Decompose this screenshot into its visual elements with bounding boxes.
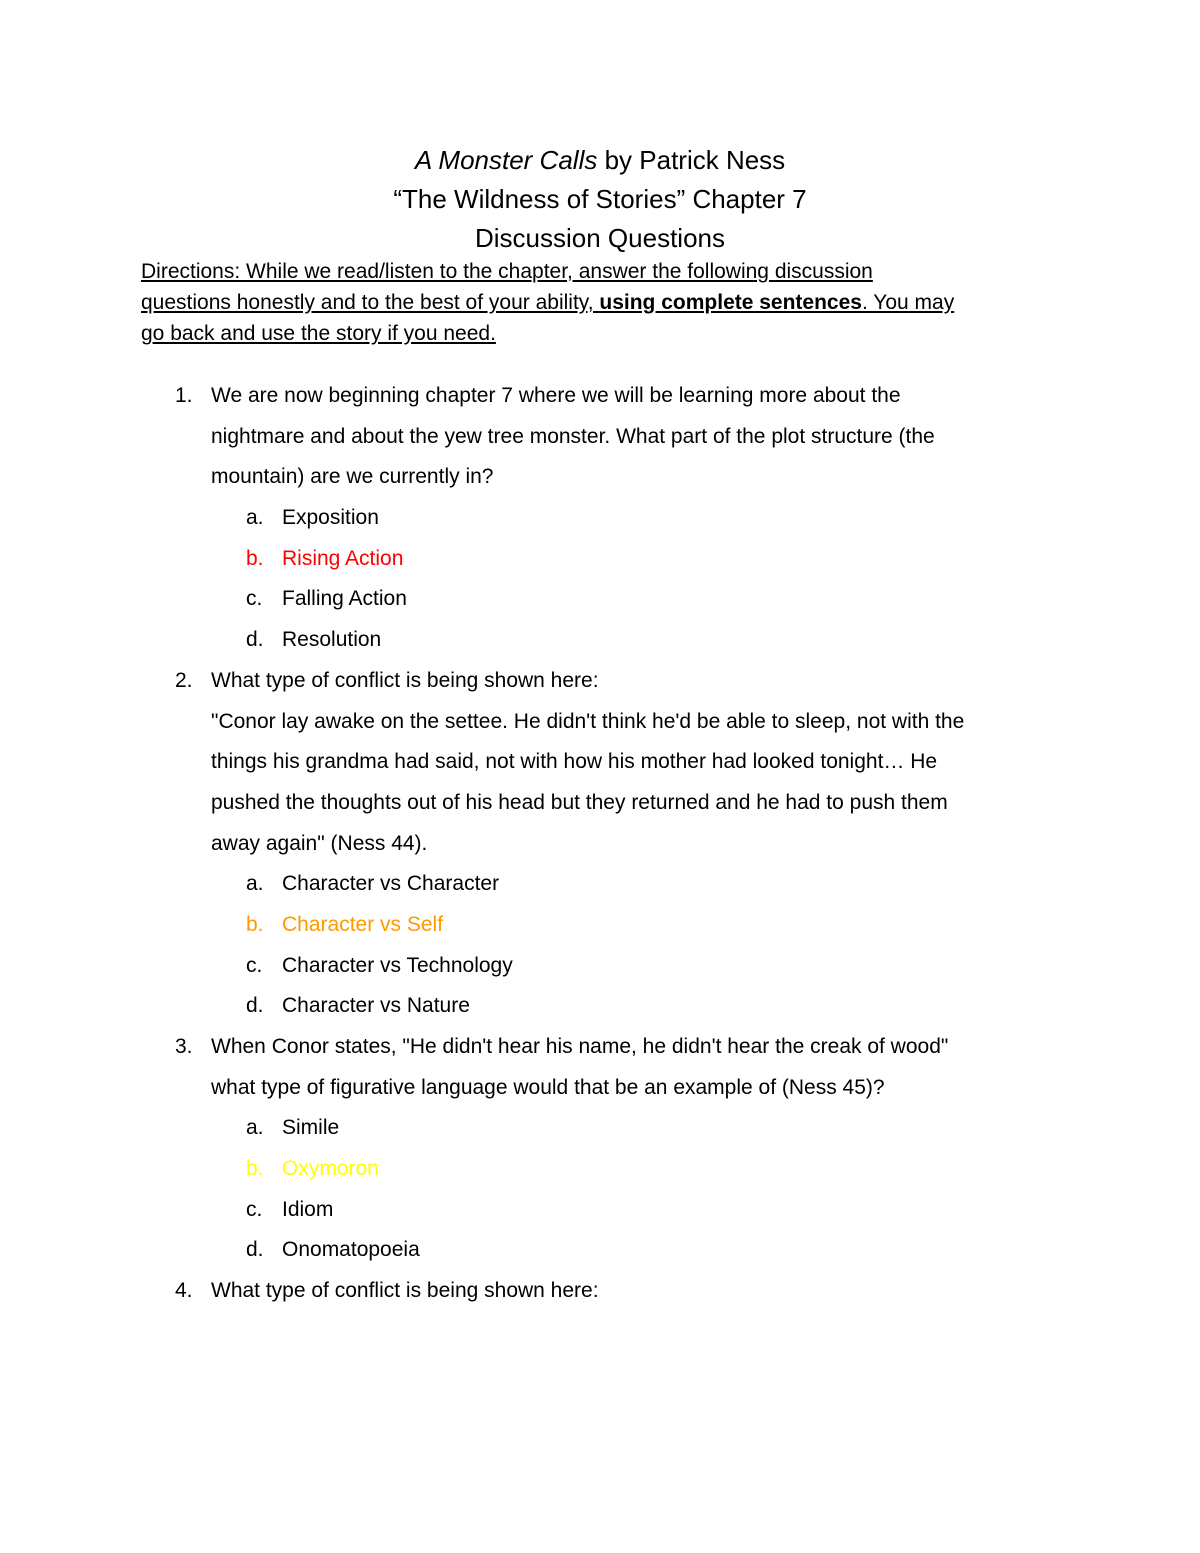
question-line (0, 457, 1200, 498)
quote-text: away again" (Ness 44). (211, 831, 428, 855)
answer-option (0, 620, 1200, 661)
directions-paragraph (141, 256, 1061, 349)
quote-line (0, 824, 1200, 865)
answer-option (0, 579, 1200, 620)
answer-option (0, 1190, 1200, 1231)
option-letter: b. (246, 546, 264, 570)
answer-option-highlighted (0, 539, 1200, 580)
question-text: what type of figurative language would that be an example of (Ness 45)? (211, 1075, 885, 1099)
option-text: Character vs Self (282, 912, 444, 936)
question-number: 4. (175, 1279, 193, 1303)
question-number: 1. (175, 384, 193, 407)
quote-text: pushed the thoughts out of his head but they returned and he had to push them (211, 790, 948, 814)
quote-text: "Conor lay awake on the settee. He didn't think he'd be able to sleep, not with the (211, 709, 965, 733)
answer-option (0, 1108, 1200, 1149)
book-title: A Monster Calls (414, 145, 598, 175)
question-text: We are now beginning chapter 7 where we will be learning more about the (211, 384, 901, 407)
page-subtitle: Discussion Questions (475, 223, 725, 253)
question-3 (0, 1027, 1200, 1068)
option-text: Character vs Character (282, 872, 500, 896)
option-text: Character vs Nature (282, 994, 470, 1018)
title-block (0, 141, 1200, 258)
option-letter: b. (246, 1157, 264, 1181)
option-letter: a. (246, 872, 264, 896)
option-letter: d. (246, 1238, 264, 1262)
option-text: Character vs Technology (282, 953, 513, 977)
directions-emphasis: using complete sentences (599, 291, 862, 314)
question-line (0, 1068, 1200, 1109)
author-byline: by Patrick Ness (597, 145, 786, 175)
answer-option (0, 986, 1200, 1027)
title-line (0, 141, 1200, 180)
answer-option (0, 946, 1200, 987)
question-list (0, 376, 1200, 1312)
answer-option (0, 498, 1200, 539)
answer-option (0, 864, 1200, 905)
option-text: Exposition (282, 506, 379, 530)
directions-text: . You may (861, 291, 955, 314)
question-number: 2. (175, 668, 193, 692)
quote-line (0, 742, 1200, 783)
quote-text: things his grandma had said, not with how his mother had looked tonight… He (211, 750, 938, 774)
option-text: Oxymoron (282, 1157, 379, 1181)
directions-line: go back and use the story if you need. (141, 322, 496, 345)
question-1 (0, 376, 1200, 417)
option-letter: a. (246, 1116, 264, 1140)
question-text: mountain) are we currently in? (211, 465, 494, 489)
answer-option-highlighted (0, 1149, 1200, 1190)
option-letter: c. (246, 953, 263, 977)
question-text: When Conor states, "He didn't hear his name, he didn't hear the creak of wood" (211, 1035, 949, 1058)
directions-line: Directions: While we read/listen to the chapter, answer the following discussion (141, 260, 873, 283)
option-letter: c. (246, 587, 263, 611)
directions-text: questions honestly and to the best of your ability, (141, 291, 600, 314)
option-text: Rising Action (282, 546, 404, 570)
option-letter: c. (246, 1197, 263, 1221)
option-text: Simile (282, 1116, 340, 1140)
option-text: Idiom (282, 1197, 334, 1221)
option-text: Onomatopoeia (282, 1238, 420, 1262)
option-letter: a. (246, 506, 264, 530)
answer-option-highlighted (0, 905, 1200, 946)
question-text: What type of conflict is being shown here: (211, 1279, 599, 1303)
question-4 (0, 1271, 1200, 1312)
option-letter: d. (246, 994, 264, 1018)
answer-option (0, 1230, 1200, 1271)
directions-line (141, 287, 1061, 318)
quote-line (0, 702, 1200, 743)
question-line (0, 417, 1200, 458)
question-2 (0, 661, 1200, 702)
question-text: nightmare and about the yew tree monster. What part of the plot structure (the (211, 424, 935, 448)
option-text: Falling Action (282, 587, 407, 611)
question-text: What type of conflict is being shown here: (211, 668, 599, 692)
chapter-title: “The Wildness of Stories” Chapter 7 (393, 184, 807, 214)
quote-line (0, 783, 1200, 824)
question-number: 3. (175, 1035, 193, 1058)
option-text: Resolution (282, 628, 382, 652)
option-letter: d. (246, 628, 264, 652)
option-letter: b. (246, 912, 264, 936)
